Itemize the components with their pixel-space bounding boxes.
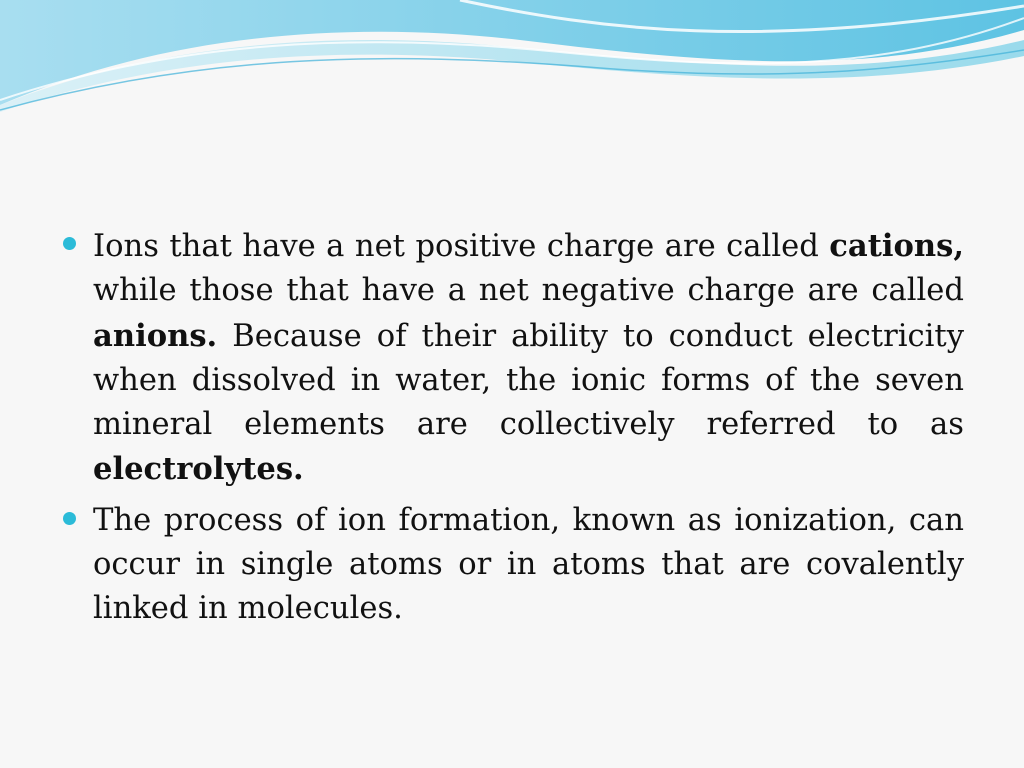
bullet-item [60,224,964,493]
bullet-text: The process of ion formation, known as ionization, can occur in single atoms or in atoms that are covalently linked in molecules. [93,502,964,627]
bullet-dot-icon [63,512,76,525]
header-wave-decoration [0,0,1024,120]
bullet-text: Ions that have a net positive charge are called cations, while those that have a net negative charge are called anions. Because of their ability to conduct electricity when dissolved in water, the ionic forms of the seven mineral elements are collectively referred to as electrolytes. [93,228,964,488]
bullet-item [60,499,964,632]
term-cations: cations, [829,228,964,264]
term-anions: anions. [93,317,218,354]
term-electrolytes: electrolytes. [93,451,304,488]
bullet-dot-icon [63,237,76,250]
bullet-list [60,224,964,638]
